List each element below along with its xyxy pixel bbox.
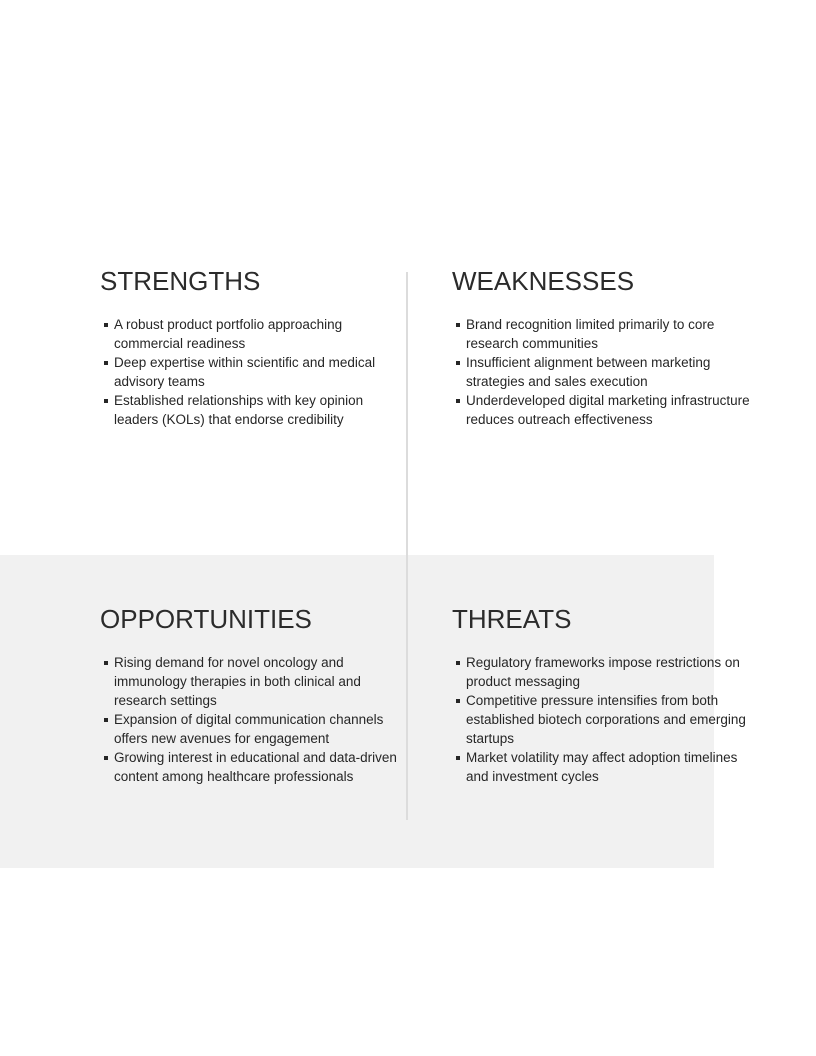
list-item: Growing interest in educational and data-driven content among healthcare professionals — [104, 748, 400, 786]
quadrant-title-strengths: STRENGTHS — [100, 266, 261, 296]
quadrant-opportunities — [100, 606, 400, 786]
quadrant-strengths — [100, 268, 400, 429]
list-item: Insufficient alignment between marketing strategies and sales execution — [456, 353, 752, 391]
quadrant-title-threats: THREATS — [452, 604, 572, 634]
list-item: Market volatility may affect adoption timelines and investment cycles — [456, 748, 752, 786]
quadrant-list-opportunities — [100, 653, 400, 786]
quadrant-title-opportunities: OPPORTUNITIES — [100, 604, 312, 634]
list-item: Expansion of digital communication channels offers new avenues for engagement — [104, 710, 400, 748]
quadrant-list-strengths — [100, 315, 400, 429]
quadrant-title-weaknesses: WEAKNESSES — [452, 266, 635, 296]
list-item: A robust product portfolio approaching commercial readiness — [104, 315, 400, 353]
list-item: Competitive pressure intensifies from both established biotech corporations and emerging startups — [456, 691, 752, 748]
list-item: Underdeveloped digital marketing infrastructure reduces outreach effectiveness — [456, 391, 752, 429]
list-item: Regulatory frameworks impose restrictions on product messaging — [456, 653, 752, 691]
quadrant-list-weaknesses — [452, 315, 752, 429]
quadrant-threats — [452, 606, 752, 786]
list-item: Brand recognition limited primarily to core research communities — [456, 315, 752, 353]
list-item: Rising demand for novel oncology and immunology therapies in both clinical and research settings — [104, 653, 400, 710]
column-divider — [406, 272, 408, 820]
quadrant-list-threats — [452, 653, 752, 786]
quadrant-weaknesses — [452, 268, 752, 429]
list-item: Deep expertise within scientific and medical advisory teams — [104, 353, 400, 391]
list-item: Established relationships with key opinion leaders (KOLs) that endorse credibility — [104, 391, 400, 429]
